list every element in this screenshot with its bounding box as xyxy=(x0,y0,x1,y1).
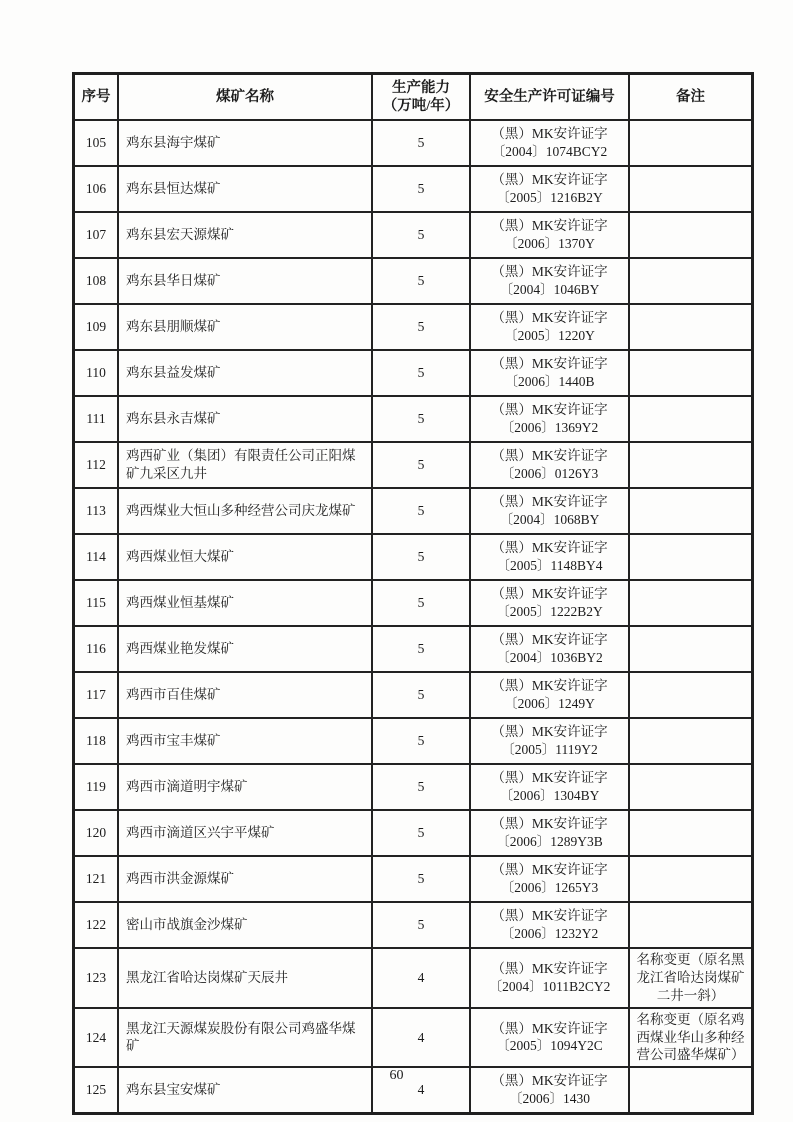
table-row xyxy=(74,534,753,580)
column-header-index: 序号 xyxy=(74,74,119,121)
table-row xyxy=(74,442,753,488)
coal-mine-table xyxy=(72,72,754,1115)
cell-capacity: 5 xyxy=(372,534,470,580)
cell-remark xyxy=(629,212,753,258)
table-header xyxy=(74,74,753,121)
table-row xyxy=(74,856,753,902)
cell-name: 鸡西市滴道区兴宇平煤矿 xyxy=(118,810,372,856)
cell-capacity: 5 xyxy=(372,442,470,488)
table-row xyxy=(74,1008,753,1067)
table-body xyxy=(74,120,753,1113)
cell-remark xyxy=(629,442,753,488)
cell-capacity: 5 xyxy=(372,626,470,672)
cell-index: 118 xyxy=(74,718,119,764)
cell-remark: 名称变更（原名黑龙江省哈达岗煤矿二井一斜） xyxy=(629,948,753,1007)
cell-license: （黑）MK安许证字〔2004〕1046BY xyxy=(470,258,629,304)
cell-index: 115 xyxy=(74,580,119,626)
cell-capacity: 5 xyxy=(372,350,470,396)
cell-capacity: 5 xyxy=(372,764,470,810)
cell-name: 鸡西市滴道明宇煤矿 xyxy=(118,764,372,810)
table-row xyxy=(74,396,753,442)
cell-capacity: 4 xyxy=(372,1067,470,1114)
cell-remark xyxy=(629,856,753,902)
cell-index: 123 xyxy=(74,948,119,1007)
cell-capacity: 5 xyxy=(372,488,470,534)
table-row xyxy=(74,580,753,626)
cell-remark xyxy=(629,672,753,718)
cell-name: 黑龙江省哈达岗煤矿天辰井 xyxy=(118,948,372,1007)
cell-index: 105 xyxy=(74,120,119,166)
cell-license: （黑）MK安许证字〔2004〕1036BY2 xyxy=(470,626,629,672)
cell-capacity: 5 xyxy=(372,718,470,764)
table-row xyxy=(74,718,753,764)
cell-index: 119 xyxy=(74,764,119,810)
cell-license: （黑）MK安许证字〔2005〕1220Y xyxy=(470,304,629,350)
cell-license: （黑）MK安许证字〔2006〕1370Y xyxy=(470,212,629,258)
cell-name: 黑龙江天源煤炭股份有限公司鸡盛华煤矿 xyxy=(118,1008,372,1067)
cell-license: （黑）MK安许证字〔2006〕1232Y2 xyxy=(470,902,629,948)
cell-remark xyxy=(629,718,753,764)
cell-name: 鸡东县宏天源煤矿 xyxy=(118,212,372,258)
cell-capacity: 5 xyxy=(372,856,470,902)
cell-remark xyxy=(629,350,753,396)
cell-name: 鸡西煤业艳发煤矿 xyxy=(118,626,372,672)
cell-capacity: 5 xyxy=(372,304,470,350)
cell-index: 113 xyxy=(74,488,119,534)
cell-remark xyxy=(629,626,753,672)
cell-index: 121 xyxy=(74,856,119,902)
cell-license: （黑）MK安许证字〔2005〕1094Y2C xyxy=(470,1008,629,1067)
cell-name: 鸡东县海宇煤矿 xyxy=(118,120,372,166)
cell-capacity: 5 xyxy=(372,212,470,258)
cell-capacity: 5 xyxy=(372,258,470,304)
cell-index: 122 xyxy=(74,902,119,948)
cell-capacity: 5 xyxy=(372,580,470,626)
cell-name: 鸡西市洪金源煤矿 xyxy=(118,856,372,902)
column-header-capacity: 生产能力 （万吨/年） xyxy=(372,74,470,121)
table-row xyxy=(74,902,753,948)
cell-remark xyxy=(629,580,753,626)
cell-license: （黑）MK安许证字〔2005〕1119Y2 xyxy=(470,718,629,764)
cell-name: 鸡东县宝安煤矿 xyxy=(118,1067,372,1114)
cell-capacity: 5 xyxy=(372,672,470,718)
cell-capacity: 5 xyxy=(372,166,470,212)
column-header-remark: 备注 xyxy=(629,74,753,121)
table-row xyxy=(74,626,753,672)
cell-license: （黑）MK安许证字〔2005〕1222B2Y xyxy=(470,580,629,626)
cell-license: （黑）MK安许证字〔2006〕1369Y2 xyxy=(470,396,629,442)
cell-name: 鸡西煤业恒大煤矿 xyxy=(118,534,372,580)
cell-capacity: 5 xyxy=(372,396,470,442)
table-row xyxy=(74,764,753,810)
cell-remark xyxy=(629,534,753,580)
cell-license: （黑）MK安许证字〔2006〕1304BY xyxy=(470,764,629,810)
cell-capacity: 5 xyxy=(372,120,470,166)
header-row xyxy=(74,74,753,121)
cell-remark xyxy=(629,810,753,856)
cell-remark xyxy=(629,764,753,810)
table-row xyxy=(74,166,753,212)
cell-index: 111 xyxy=(74,396,119,442)
table-row xyxy=(74,672,753,718)
table-row xyxy=(74,212,753,258)
column-header-license: 安全生产许可证编号 xyxy=(470,74,629,121)
cell-license: （黑）MK安许证字〔2005〕1148BY4 xyxy=(470,534,629,580)
cell-index: 117 xyxy=(74,672,119,718)
table-row xyxy=(74,810,753,856)
table-row xyxy=(74,258,753,304)
cell-remark xyxy=(629,396,753,442)
cell-license: （黑）MK安许证字〔2004〕1068BY xyxy=(470,488,629,534)
cell-name: 鸡东县恒达煤矿 xyxy=(118,166,372,212)
cell-name: 鸡西煤业大恒山多种经营公司庆龙煤矿 xyxy=(118,488,372,534)
cell-license: （黑）MK安许证字〔2006〕1249Y xyxy=(470,672,629,718)
cell-license: （黑）MK安许证字〔2005〕1216B2Y xyxy=(470,166,629,212)
cell-name: 鸡西矿业（集团）有限责任公司正阳煤矿九采区九井 xyxy=(118,442,372,488)
table-row xyxy=(74,488,753,534)
cell-license: （黑）MK安许证字〔2006〕0126Y3 xyxy=(470,442,629,488)
cell-index: 124 xyxy=(74,1008,119,1067)
cell-name: 鸡西煤业恒基煤矿 xyxy=(118,580,372,626)
cell-index: 108 xyxy=(74,258,119,304)
cell-remark xyxy=(629,120,753,166)
cell-index: 109 xyxy=(74,304,119,350)
cell-remark xyxy=(629,166,753,212)
cell-index: 107 xyxy=(74,212,119,258)
cell-capacity: 4 xyxy=(372,948,470,1007)
cell-name: 鸡东县永吉煤矿 xyxy=(118,396,372,442)
table-row xyxy=(74,948,753,1007)
table-row xyxy=(74,304,753,350)
cell-license: （黑）MK安许证字〔2004〕1011B2CY2 xyxy=(470,948,629,1007)
page-number: 60 xyxy=(389,1068,404,1083)
cell-index: 114 xyxy=(74,534,119,580)
cell-remark xyxy=(629,902,753,948)
cell-index: 110 xyxy=(74,350,119,396)
cell-capacity: 4 xyxy=(372,1008,470,1067)
cell-license: （黑）MK安许证字〔2006〕1430 xyxy=(470,1067,629,1114)
cell-index: 120 xyxy=(74,810,119,856)
cell-license: （黑）MK安许证字〔2006〕1440B xyxy=(470,350,629,396)
cell-name: 鸡西市百佳煤矿 xyxy=(118,672,372,718)
cell-capacity: 5 xyxy=(372,902,470,948)
cell-remark: 名称变更（原名鸡西煤业华山多种经营公司盛华煤矿） xyxy=(629,1008,753,1067)
cell-index: 125 xyxy=(74,1067,119,1114)
cell-name: 鸡东县朋顺煤矿 xyxy=(118,304,372,350)
cell-license: （黑）MK安许证字〔2006〕1265Y3 xyxy=(470,856,629,902)
cell-capacity: 5 xyxy=(372,810,470,856)
cell-license: （黑）MK安许证字〔2006〕1289Y3B xyxy=(470,810,629,856)
cell-license: （黑）MK安许证字〔2004〕1074BCY2 xyxy=(470,120,629,166)
cell-remark xyxy=(629,488,753,534)
cell-name: 鸡西市宝丰煤矿 xyxy=(118,718,372,764)
cell-index: 106 xyxy=(74,166,119,212)
table-row xyxy=(74,120,753,166)
cell-remark xyxy=(629,258,753,304)
cell-remark xyxy=(629,304,753,350)
table-row xyxy=(74,350,753,396)
cell-index: 116 xyxy=(74,626,119,672)
cell-name: 密山市战旗金沙煤矿 xyxy=(118,902,372,948)
cell-index: 112 xyxy=(74,442,119,488)
cell-name: 鸡东县益发煤矿 xyxy=(118,350,372,396)
column-header-name: 煤矿名称 xyxy=(118,74,372,121)
cell-name: 鸡东县华日煤矿 xyxy=(118,258,372,304)
